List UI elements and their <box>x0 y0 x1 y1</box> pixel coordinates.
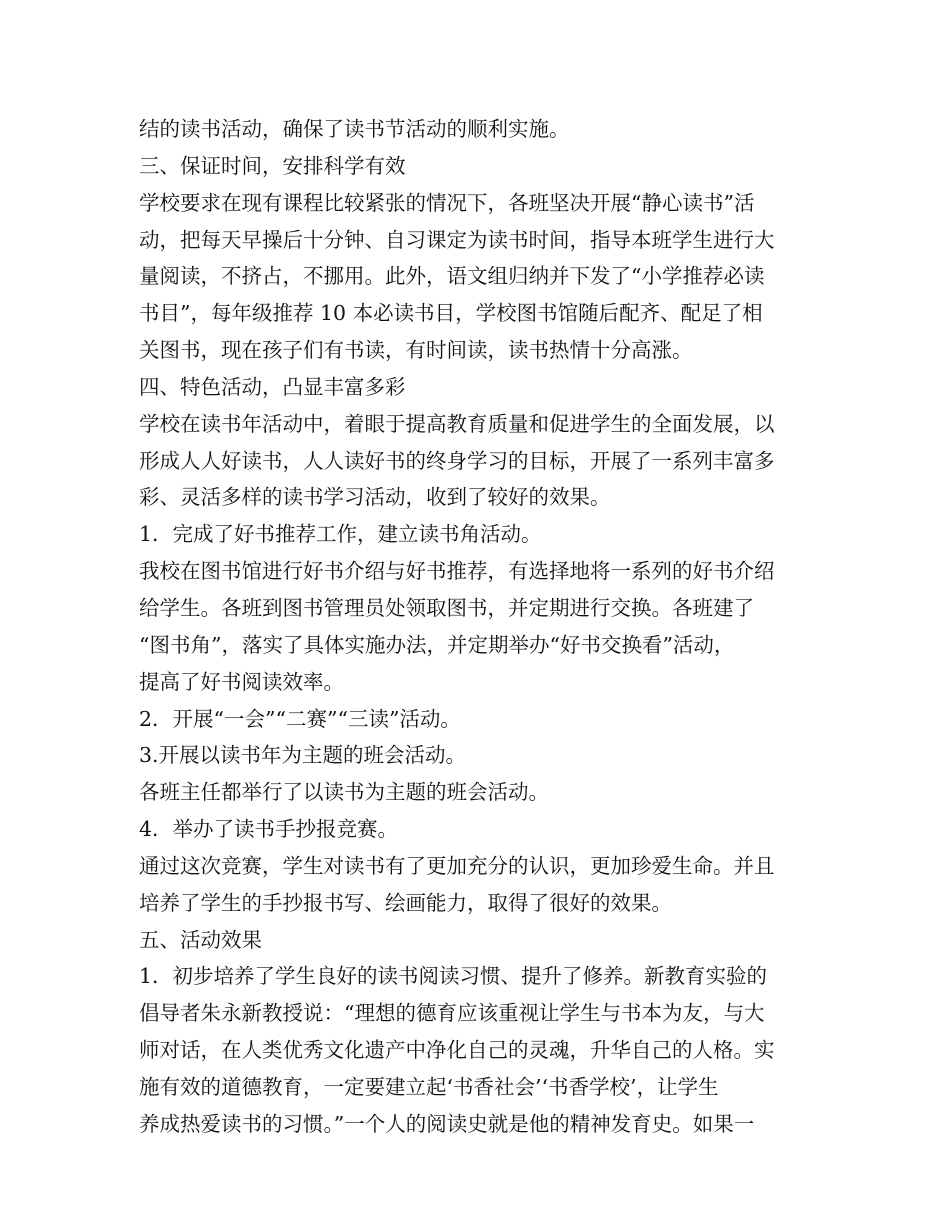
text-line: “图书角”，落实了具体实施办法，并定期举办“好书交换看”活动， <box>139 632 735 657</box>
text-line: 养成热爱读书的习惯。”一个人的阅读史就是他的精神发育史。如果一 <box>139 1111 755 1136</box>
text-line: 我校在图书馆进行好书介绍与好书推荐，有选择地将一系列的好书介绍 <box>139 559 775 584</box>
text-line: 提高了好书阅读效率。 <box>139 669 344 694</box>
text-line: 给学生。各班到图书管理员处领取图书，并定期进行交换。各班建了 <box>139 595 754 620</box>
section-heading: 五、活动效果 <box>139 927 262 952</box>
text-line: 各班主任都举行了以读书为主题的班会活动。 <box>139 780 549 805</box>
text-line: 书目”，每年级推荐 10 本必读书目，学校图书馆随后配齐、配足了相 <box>139 301 763 326</box>
text-line: 形成人人好读书，人人读好书的终身学习的目标，开展了一系列丰富多 <box>139 448 775 473</box>
text-line: 量阅读，不挤占，不挪用。此外，语文组归纳并下发了“小学推荐必读 <box>139 264 765 289</box>
section-heading: 四、特色活动，凸显丰富多彩 <box>139 374 406 399</box>
text-line: 倡导者朱永新教授说：“理想的德育应该重视让学生与书本为友，与大 <box>139 1001 765 1026</box>
text-line: 师对话，在人类优秀文化遗产中净化自己的灵魂，升华自己的人格。实 <box>139 1038 775 1063</box>
list-item-heading: 2．开展“一会”“二赛”“三读”活动。 <box>139 706 461 731</box>
text-line: 结的读书活动，确保了读书节活动的顺利实施。 <box>139 117 570 141</box>
text-line: 学校要求在现有课程比较紧张的情况下，各班坚决开展“静心读书”活 <box>139 190 755 215</box>
text-line: 彩、灵活多样的读书学习活动，收到了较好的效果。 <box>139 485 611 510</box>
list-item-heading: 1．完成了好书推荐工作，建立读书角活动。 <box>139 522 542 547</box>
text-line: 动，把每天早操后十分钟、自习课定为读书时间，指导本班学生进行大 <box>139 227 775 252</box>
document-body <box>139 111 819 1143</box>
section-heading: 三、保证时间，安排科学有效 <box>139 153 406 178</box>
text-line: 1．初步培养了学生良好的读书阅读习惯、提升了修养。新教育实验的 <box>139 964 768 989</box>
text-line: 学校在读书年活动中，着眼于提高教育质量和促进学生的全面发展，以 <box>139 411 775 436</box>
text-line: 关图书，现在孩子们有书读，有时间读，读书热情十分高涨。 <box>139 338 693 363</box>
list-item-heading: 4．举办了读书手抄报竞赛。 <box>139 817 399 842</box>
text-line: 施有效的道德教育，一定要建立起‘书香社会’‘书香学校’，让学生 <box>139 1074 719 1099</box>
list-item-heading: 3.开展以读书年为主题的班会活动。 <box>139 743 467 768</box>
text-line: 通过这次竞赛，学生对读书有了更加充分的认识，更加珍爱生命。并且 <box>139 853 775 878</box>
text-line: 培养了学生的手抄报书写、绘画能力，取得了很好的效果。 <box>139 890 672 915</box>
